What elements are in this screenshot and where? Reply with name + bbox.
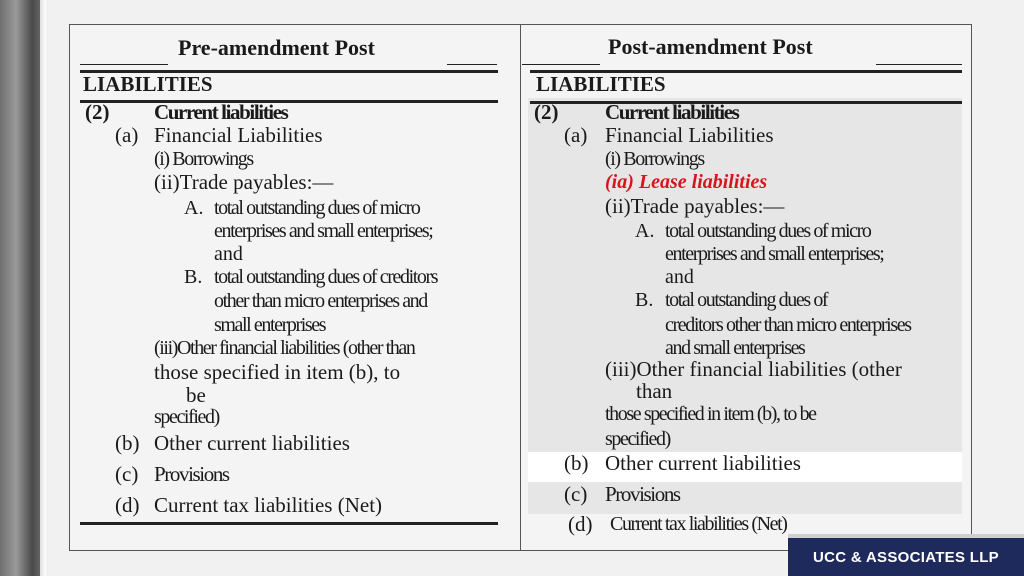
post-item-d-label: (d): [568, 512, 593, 536]
post-item-b-label: (b): [564, 451, 589, 475]
pre-borrowings: (i) Borrowings: [154, 148, 253, 170]
pre-item-B-line3: small enterprises: [214, 314, 326, 336]
pre-item-d-text: Current tax liabilities (Net): [154, 493, 383, 517]
post-item-d-text: Current tax liabilities (Net): [610, 513, 787, 535]
rule: [80, 64, 168, 65]
pre-trade-payables: (ii)Trade payables:—: [154, 170, 334, 194]
post-item-iii-line3: those specified in item (b), to be: [605, 403, 816, 425]
pre-item-A-line1: total outstanding dues of micro: [214, 197, 420, 219]
post-item-c-label: (c): [564, 482, 588, 506]
post-lease-liabilities: (ia) Lease liabilities: [605, 171, 768, 193]
rule: [522, 64, 600, 65]
post-borrowings: (i) Borrowings: [605, 148, 704, 170]
post-item-B-line1: total outstanding dues of: [665, 289, 828, 311]
post-item-A-label: A.: [635, 220, 655, 242]
post-item-B-label: B.: [635, 289, 654, 311]
pre-item-b-label: (b): [115, 431, 140, 455]
pre-cl-number: (2): [85, 100, 110, 124]
pre-item-a-label: (a): [115, 123, 139, 147]
post-column-heading: Post-amendment Post: [608, 34, 813, 59]
post-item-iii-line2: than: [636, 379, 673, 403]
pre-item-a-text: Financial Liabilities: [154, 123, 323, 147]
pre-item-b-text: Other current liabilities: [154, 431, 350, 455]
rule: [876, 64, 962, 65]
post-item-B-line3: and small enterprises: [665, 337, 805, 359]
rule: [530, 101, 962, 104]
pre-item-A-label: A.: [184, 197, 204, 219]
pre-liabilities-heading: LIABILITIES: [83, 72, 213, 96]
column-divider: [520, 24, 521, 551]
pre-cl-title: Current liabilities: [154, 100, 288, 124]
pre-item-B-label: B.: [184, 266, 203, 288]
pre-item-A-line2: enterprises and small enterprises;: [214, 220, 433, 242]
pre-item-d-label: (d): [115, 493, 140, 517]
post-item-a-label: (a): [564, 123, 588, 147]
pre-item-iii-line2: those specified in item (b), to: [154, 360, 401, 384]
pre-item-B-line2: other than micro enterprises and: [214, 290, 427, 312]
post-cl-title: Current liabilities: [605, 100, 739, 124]
post-trade-payables: (ii)Trade payables:—: [605, 194, 785, 218]
rule: [80, 100, 498, 103]
post-item-iii-line4: specified): [605, 428, 670, 450]
pre-item-B-line1: total outstanding dues of creditors: [214, 266, 438, 288]
post-liabilities-heading: LIABILITIES: [536, 72, 666, 96]
post-item-B-line2: creditors other than micro enterprises: [665, 314, 911, 336]
post-item-A-line2: enterprises and small enterprises;: [665, 243, 884, 265]
pre-item-c-text: Provisions: [154, 462, 229, 486]
post-item-iii-line1: (iii)Other financial liabilities (other: [605, 357, 902, 381]
left-decorative-bar: [0, 0, 46, 576]
post-item-b-text: Other current liabilities: [605, 451, 801, 475]
company-logo: [788, 534, 1024, 576]
pre-item-iii-line1: (iii)Other financial liabilities (other than: [154, 337, 415, 359]
pre-item-A-line3: and: [214, 243, 243, 265]
pre-column-heading: Pre-amendment Post: [178, 35, 375, 60]
post-item-a-text: Financial Liabilities: [605, 123, 774, 147]
post-item-c-text: Provisions: [605, 482, 680, 506]
post-item-A-line1: total outstanding dues of micro: [665, 220, 871, 242]
company-logo-text: UCC & ASSOCIATES LLP: [812, 548, 999, 566]
rule: [447, 64, 497, 65]
pre-item-c-label: (c): [115, 462, 139, 486]
rule: [80, 522, 498, 525]
pre-item-iii-line4: specified): [154, 406, 219, 428]
post-cl-number: (2): [534, 100, 559, 124]
post-item-A-line3: and: [665, 266, 694, 288]
pre-item-iii-line3: be: [186, 383, 206, 407]
